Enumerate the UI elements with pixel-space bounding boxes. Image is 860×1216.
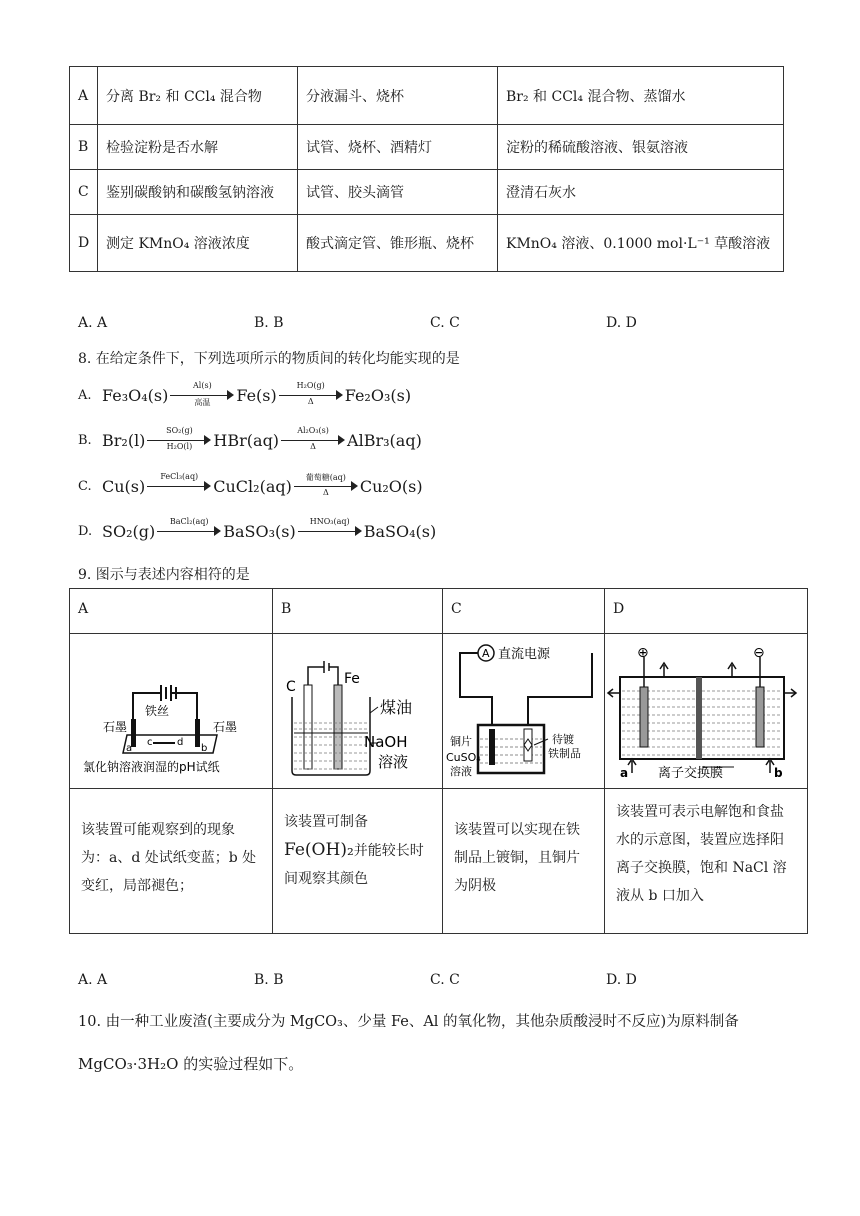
condition-top: Al(s) [193, 381, 212, 390]
condition-bottom: 高温 [194, 398, 211, 407]
q9-option-d: D. D [606, 972, 637, 988]
condition-bottom: Δ [310, 442, 316, 451]
figure-a [70, 634, 273, 789]
row-label: C [70, 170, 98, 215]
ph-paper-label: 氯化钠溶液润湿的pH试纸 [83, 760, 220, 774]
plated-item-label: 待镀 [552, 733, 574, 746]
condition-top: HNO₃(aq) [309, 517, 350, 526]
condition-top: FeCl₃(aq) [160, 472, 199, 481]
q9-option-c: C. C [430, 972, 460, 988]
arrow-icon [147, 426, 211, 451]
condition-bottom: H₂O(l) [166, 442, 193, 451]
membrane-label: 离子交换膜 [658, 766, 724, 781]
species: SO₂(g) [102, 521, 156, 541]
anode-plus-icon: ⊕ [637, 645, 649, 661]
q8-option-d [78, 517, 437, 541]
reagents-cell: 淀粉的稀硫酸溶液、银氨溶液 [498, 125, 784, 170]
q9-option-b: B. B [254, 972, 284, 988]
option-label: A. [78, 387, 92, 403]
species: Cu(s) [102, 476, 146, 496]
cuso4-solution-label: 溶液 [450, 765, 472, 778]
apparatus-cell: 试管、胶头滴管 [298, 170, 498, 215]
q9-table [69, 588, 808, 934]
desc-b [274, 790, 441, 893]
desc-b-cell [273, 789, 443, 934]
row-label: A [70, 67, 98, 125]
arrow-icon [157, 517, 221, 541]
point-d-label: d [177, 737, 184, 748]
q7-option-d: D. D [606, 315, 637, 331]
arrow-icon [147, 472, 211, 496]
table-row [70, 589, 808, 634]
desc-a: 该装置可能观察到的现象为：a、d 处试纸变蓝；b 处变红，局部褪色； [81, 822, 257, 894]
q9-stem: 9. 图示与表述内容相符的是 [78, 567, 250, 583]
q7-option-b: B. B [254, 315, 284, 331]
option-label: B. [78, 432, 92, 448]
cathode-minus-icon: ⊖ [753, 645, 765, 661]
species: AlBr₃(aq) [347, 430, 422, 450]
table-row [70, 789, 808, 934]
condition-top: SO₂(g) [166, 426, 193, 435]
species: CuCl₂(aq) [213, 476, 292, 496]
reagents-cell: 澄清石灰水 [498, 170, 784, 215]
species: Fe₃O₄(s) [102, 385, 169, 405]
q10-line1: 10. 由一种工业废渣(主要成分为 MgCO₃、少量 Fe、Al 的氧化物，其他杂质酸浸时不反应)为原料制备 [78, 1014, 739, 1030]
graphite-left-label: 石墨 [103, 720, 128, 734]
figure-c [443, 634, 605, 789]
desc-b-line3: 并能较长时间观察其颜色 [284, 843, 424, 887]
species: BaSO₄(s) [363, 521, 437, 541]
figure-d [605, 634, 808, 789]
col-header-b: B [273, 589, 443, 634]
col-header-a: A [70, 589, 273, 634]
desc-d-cell [605, 789, 808, 934]
arrow-icon [294, 473, 358, 497]
row-label: D [70, 215, 98, 272]
condition-bottom: Δ [307, 397, 314, 406]
solution-label: 溶液 [378, 753, 409, 771]
row-label: B [70, 125, 98, 170]
q8-option-a [78, 381, 412, 407]
condition-top: 葡萄糖(aq) [305, 473, 346, 482]
reagents-cell: KMnO₄ 溶液、0.1000 mol·L⁻¹ 草酸溶液 [498, 215, 784, 272]
arrow-icon [281, 426, 345, 451]
desc-b-line1: 该装置可制备 [284, 814, 368, 830]
option-label: D. [78, 523, 93, 539]
point-a-label: a [126, 743, 133, 754]
table-row [70, 67, 784, 125]
col-header-c: C [443, 589, 605, 634]
experiment-cell: 检验淀粉是否水解 [98, 125, 298, 170]
figure-b [273, 634, 443, 789]
species: Cu₂O(s) [359, 476, 423, 496]
option-label: C. [78, 478, 92, 494]
apparatus-cell: 酸式滴定管、锥形瓶、烧杯 [298, 215, 498, 272]
table-row [70, 170, 784, 215]
q8-option-b [78, 426, 422, 451]
carbon-label: C [286, 679, 296, 695]
iron-wire-label: 铁丝 [145, 704, 170, 718]
experiment-cell: 分离 Br₂ 和 CCl₄ 混合物 [98, 67, 298, 125]
q10-line2: MgCO₃·3H₂O 的实验过程如下。 [78, 1055, 304, 1073]
point-c-label: c [147, 737, 153, 748]
arrow-icon [279, 381, 343, 406]
species: Fe(s) [236, 385, 277, 405]
table-row [70, 125, 784, 170]
dc-source-label: 直流电源 [498, 647, 551, 662]
desc-c: 该装置可以实现在铁制品上镀铜，且铜片为阴极 [454, 822, 580, 894]
kerosene-label: 煤油 [380, 698, 413, 717]
desc-c-cell [443, 789, 605, 934]
inlet-a-label: a [620, 766, 629, 780]
iron-label: Fe [344, 671, 360, 687]
arrow-icon [298, 517, 362, 541]
q8-stem: 8. 在给定条件下，下列选项所示的物质间的转化均能实现的是 [78, 351, 460, 367]
experiment-cell: 鉴别碳酸钠和碳酸氢钠溶液 [98, 170, 298, 215]
q7-table [69, 66, 784, 272]
naoh-label: NaOH [364, 733, 408, 751]
cuso4-label: CuSO₄ [446, 751, 481, 764]
inlet-b-label: b [774, 766, 783, 780]
q7-option-c: C. C [430, 315, 460, 331]
ammeter-icon: A [482, 647, 490, 660]
condition-top: BaCl₂(aq) [169, 517, 209, 526]
condition-bottom: Δ [322, 488, 329, 497]
graphite-right-label: 石墨 [213, 720, 238, 734]
species: HBr(aq) [213, 430, 280, 450]
arrow-icon [170, 381, 234, 407]
plated-item-label-2: 铁制品 [548, 747, 581, 760]
table-row [70, 634, 808, 789]
experiment-cell: 测定 KMnO₄ 溶液浓度 [98, 215, 298, 272]
species: Br₂(l) [102, 430, 146, 450]
point-b-label: b [201, 743, 208, 754]
condition-top: Al₂O₃(s) [297, 426, 329, 435]
table-row [70, 215, 784, 272]
q8-option-c [78, 472, 423, 497]
apparatus-cell: 分液漏斗、烧杯 [298, 67, 498, 125]
desc-a-cell [70, 789, 273, 934]
desc-d: 该装置可表示电解饱和食盐水的示意图，装置应选择阳离子交换膜，饱和 NaCl 溶液从 b 口加入 [616, 804, 787, 904]
condition-top: H₂O(g) [296, 381, 325, 390]
q7-option-a: A. A [78, 315, 108, 331]
species: BaSO₃(s) [223, 521, 296, 541]
fe-oh2-formula: Fe(OH)₂ [284, 840, 354, 860]
reagents-cell: Br₂ 和 CCl₄ 混合物、蒸馏水 [498, 67, 784, 125]
q9-option-a: A. A [78, 972, 108, 988]
apparatus-cell: 试管、烧杯、酒精灯 [298, 125, 498, 170]
copper-plate-label: 铜片 [450, 735, 472, 748]
species: Fe₂O₃(s) [344, 385, 412, 405]
col-header-d: D [605, 589, 808, 634]
